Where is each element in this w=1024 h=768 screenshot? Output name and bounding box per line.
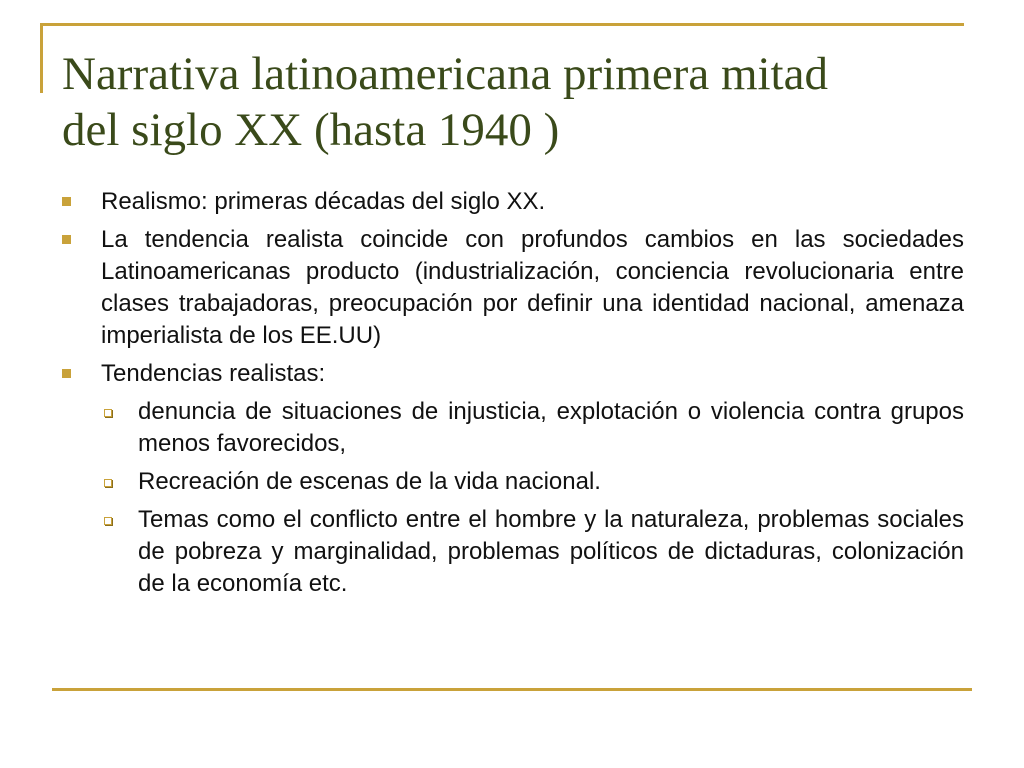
bullet-text: La tendencia realista coincide con profundos cambios en las sociedades Latinoamericanas producto (industrialización, conciencia revolucionaria entre clases trabajadoras, preocupación por definir una identidad nacional, amenaza imperialista de los EE.UU) — [101, 226, 964, 349]
square-bullet-icon — [62, 369, 71, 378]
left-rule — [40, 23, 43, 93]
slide-title — [62, 46, 952, 158]
sub-bullet-text: Temas como el conflicto entre el hombre y la naturaleza, problemas sociales de pobreza y marginalidad, problemas políticos de dictaduras, colonización de la economía etc. — [138, 506, 964, 597]
sub-bullet-item — [62, 466, 964, 498]
square-bullet-icon — [62, 235, 71, 244]
bullet-text: Tendencias realistas: — [101, 360, 326, 387]
bullet-item — [62, 224, 964, 352]
sub-bullet-text: denuncia de situaciones de injusticia, explotación o violencia contra grupos menos favorecidos, — [138, 398, 964, 457]
hollow-square-bullet-icon — [104, 409, 112, 417]
title-line-2: del siglo XX (hasta 1940 ) — [62, 104, 560, 156]
top-rule — [40, 23, 964, 26]
sub-bullet-list — [62, 396, 964, 600]
bullet-list — [62, 186, 964, 606]
hollow-square-bullet-icon — [104, 517, 112, 525]
sub-bullet-item — [62, 396, 964, 460]
bullet-item — [62, 186, 964, 218]
sub-bullet-item — [62, 504, 964, 600]
square-bullet-icon — [62, 197, 71, 206]
title-line-1: Narrativa latinoamericana primera mitad — [62, 48, 828, 100]
bullet-item — [62, 358, 964, 390]
hollow-square-bullet-icon — [104, 479, 112, 487]
bullet-text: Realismo: primeras décadas del siglo XX. — [101, 188, 546, 215]
sub-bullet-text: Recreación de escenas de la vida nacional. — [138, 468, 601, 495]
bottom-rule — [52, 688, 972, 691]
